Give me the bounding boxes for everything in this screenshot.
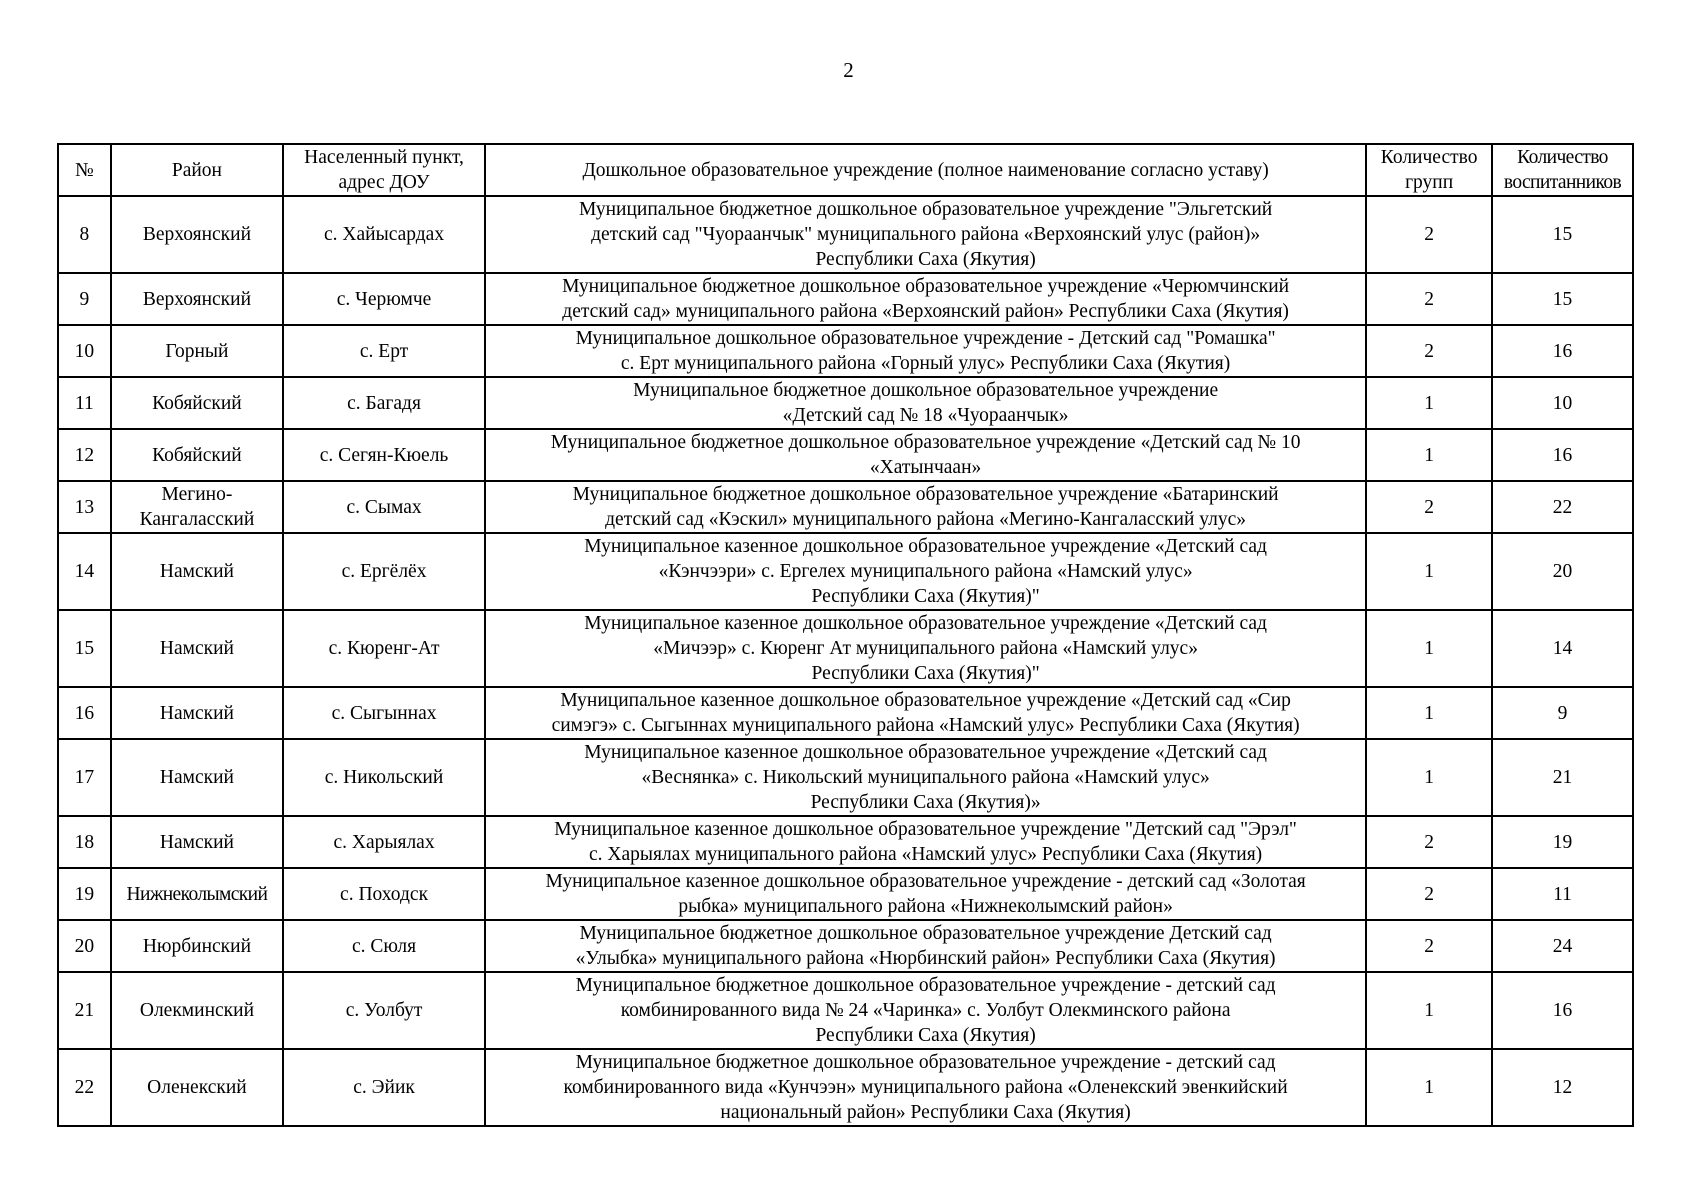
cell-district: Намский — [111, 816, 283, 868]
cell-district: Горный — [111, 325, 283, 377]
cell-place: с. Сыгыннах — [283, 687, 485, 739]
cell-groups: 2 — [1366, 920, 1492, 972]
cell-pupils: 9 — [1492, 687, 1633, 739]
table-row — [58, 273, 1633, 325]
cell-place: с. Сымах — [283, 481, 485, 533]
cell-pupils: 16 — [1492, 429, 1633, 481]
cell-number: 14 — [58, 533, 111, 610]
cell-institution: Муниципальное бюджетное дошкольное образовательное учреждение - детский сад комбинированного вида № 24 «Чаринка» с. Уолбут Олекминского района Республики Саха (Якутия) — [485, 972, 1366, 1049]
header-number: № — [58, 144, 111, 196]
cell-district: Намский — [111, 533, 283, 610]
cell-groups: 2 — [1366, 816, 1492, 868]
cell-institution: Муниципальное бюджетное дошкольное образовательное учреждение «Батаринский детский сад «Кэскил» муниципального района «Мегино-Кангаласский улус» — [485, 481, 1366, 533]
header-groups: Количество групп — [1366, 144, 1492, 196]
table-row — [58, 739, 1633, 816]
cell-groups: 1 — [1366, 687, 1492, 739]
cell-number: 17 — [58, 739, 111, 816]
cell-groups: 1 — [1366, 1049, 1492, 1126]
cell-number: 11 — [58, 377, 111, 429]
cell-groups: 1 — [1366, 972, 1492, 1049]
header-district: Район — [111, 144, 283, 196]
table-row — [58, 325, 1633, 377]
cell-place: с. Хайысардах — [283, 196, 485, 273]
kindergarten-table — [57, 143, 1634, 1127]
cell-groups: 1 — [1366, 429, 1492, 481]
cell-institution: Муниципальное дошкольное образовательное учреждение - Детский сад "Ромашка" с. Ерт муниципального района «Горный улус» Республики Саха (Якутия) — [485, 325, 1366, 377]
cell-place: с. Харыялах — [283, 816, 485, 868]
cell-institution: Муниципальное бюджетное дошкольное образовательное учреждение «Черюмчинский детский сад» муниципального района «Верхоянский район» Республики Саха (Якутия) — [485, 273, 1366, 325]
cell-number: 19 — [58, 868, 111, 920]
cell-institution: Муниципальное казенное дошкольное образовательное учреждение «Детский сад «Сир симэгэ» с. Сыгыннах муниципального района «Намский улус» Республики Саха (Якутия) — [485, 687, 1366, 739]
cell-number: 9 — [58, 273, 111, 325]
cell-pupils: 12 — [1492, 1049, 1633, 1126]
cell-district: Верхоянский — [111, 196, 283, 273]
cell-district: Намский — [111, 739, 283, 816]
cell-place: с. Ерт — [283, 325, 485, 377]
cell-groups: 2 — [1366, 325, 1492, 377]
cell-district: Верхоянский — [111, 273, 283, 325]
table-row — [58, 972, 1633, 1049]
cell-number: 20 — [58, 920, 111, 972]
cell-pupils: 24 — [1492, 920, 1633, 972]
cell-pupils: 20 — [1492, 533, 1633, 610]
cell-number: 15 — [58, 610, 111, 687]
cell-district: Оленекский — [111, 1049, 283, 1126]
cell-number: 22 — [58, 1049, 111, 1126]
cell-district: Нюрбинский — [111, 920, 283, 972]
cell-institution: Муниципальное казенное дошкольное образовательное учреждение "Детский сад "Эрэл" с. Харыялах муниципального района «Намский улус» Республики Саха (Якутия) — [485, 816, 1366, 868]
table-row — [58, 1049, 1633, 1126]
cell-groups: 2 — [1366, 196, 1492, 273]
cell-number: 13 — [58, 481, 111, 533]
cell-pupils: 21 — [1492, 739, 1633, 816]
cell-pupils: 15 — [1492, 196, 1633, 273]
cell-pupils: 15 — [1492, 273, 1633, 325]
cell-pupils: 22 — [1492, 481, 1633, 533]
cell-district: Нижнеколымский — [111, 868, 283, 920]
cell-pupils: 10 — [1492, 377, 1633, 429]
cell-pupils: 16 — [1492, 972, 1633, 1049]
cell-pupils: 11 — [1492, 868, 1633, 920]
cell-number: 16 — [58, 687, 111, 739]
cell-place: с. Черюмче — [283, 273, 485, 325]
cell-district: Намский — [111, 687, 283, 739]
cell-place: с. Сегян-Кюель — [283, 429, 485, 481]
cell-institution: Муниципальное казенное дошкольное образовательное учреждение «Детский сад «Мичээр» с. Кюренг Ат муниципального района «Намский улус» Республики Саха (Якутия)" — [485, 610, 1366, 687]
cell-groups: 1 — [1366, 739, 1492, 816]
cell-institution: Муниципальное бюджетное дошкольное образовательное учреждение "Эльгетский детский сад "Чуораанчык" муниципального района «Верхоянский улус (район)» Республики Саха (Якутия) — [485, 196, 1366, 273]
cell-district: Мегино- Кангаласский — [111, 481, 283, 533]
table-header-row — [58, 144, 1633, 196]
header-pupils: Количество воспитанников — [1492, 144, 1633, 196]
header-place: Населенный пункт, адрес ДОУ — [283, 144, 485, 196]
cell-number: 8 — [58, 196, 111, 273]
cell-groups: 1 — [1366, 377, 1492, 429]
cell-district: Намский — [111, 610, 283, 687]
cell-pupils: 19 — [1492, 816, 1633, 868]
cell-place: с. Никольский — [283, 739, 485, 816]
cell-number: 10 — [58, 325, 111, 377]
cell-district: Кобяйский — [111, 429, 283, 481]
cell-institution: Муниципальное бюджетное дошкольное образовательное учреждение - детский сад комбинированного вида «Кунчээн» муниципального района «Оленекский эвенкийский национальный район» Республики Саха (Якутия) — [485, 1049, 1366, 1126]
cell-groups: 2 — [1366, 868, 1492, 920]
cell-institution: Муниципальное казенное дошкольное образовательное учреждение «Детский сад «Веснянка» с. Никольский муниципального района «Намский улус» Республики Саха (Якутия)» — [485, 739, 1366, 816]
cell-groups: 2 — [1366, 273, 1492, 325]
cell-number: 12 — [58, 429, 111, 481]
cell-number: 21 — [58, 972, 111, 1049]
table-row — [58, 377, 1633, 429]
table-row — [58, 429, 1633, 481]
cell-place: с. Эйик — [283, 1049, 485, 1126]
cell-institution: Муниципальное казенное дошкольное образовательное учреждение - детский сад «Золотая рыбка» муниципального района «Нижнеколымский район» — [485, 868, 1366, 920]
cell-place: с. Ергёлёх — [283, 533, 485, 610]
table-row — [58, 610, 1633, 687]
cell-district: Олекминский — [111, 972, 283, 1049]
table-row — [58, 481, 1633, 533]
cell-place: с. Сюля — [283, 920, 485, 972]
cell-groups: 2 — [1366, 481, 1492, 533]
table-row — [58, 816, 1633, 868]
cell-groups: 1 — [1366, 610, 1492, 687]
cell-pupils: 14 — [1492, 610, 1633, 687]
cell-place: с. Походск — [283, 868, 485, 920]
cell-place: с. Багадя — [283, 377, 485, 429]
cell-district: Кобяйский — [111, 377, 283, 429]
cell-place: с. Уолбут — [283, 972, 485, 1049]
cell-number: 18 — [58, 816, 111, 868]
table-row — [58, 196, 1633, 273]
cell-institution: Муниципальное бюджетное дошкольное образовательное учреждение Детский сад «Улыбка» муниципального района «Нюрбинский район» Республики Саха (Якутия) — [485, 920, 1366, 972]
cell-institution: Муниципальное бюджетное дошкольное образовательное учреждение «Детский сад № 10 «Хатынчаан» — [485, 429, 1366, 481]
header-institution: Дошкольное образовательное учреждение (полное наименование согласно уставу) — [485, 144, 1366, 196]
cell-place: с. Кюренг-Ат — [283, 610, 485, 687]
cell-institution: Муниципальное казенное дошкольное образовательное учреждение «Детский сад «Кэнчээри» с. Ергелех муниципального района «Намский улус» Республики Саха (Якутия)" — [485, 533, 1366, 610]
cell-institution: Муниципальное бюджетное дошкольное образовательное учреждение «Детский сад № 18 «Чуораанчык» — [485, 377, 1366, 429]
table-row — [58, 687, 1633, 739]
page-number: 2 — [843, 58, 854, 82]
table-row — [58, 920, 1633, 972]
cell-groups: 1 — [1366, 533, 1492, 610]
table-row — [58, 533, 1633, 610]
cell-pupils: 16 — [1492, 325, 1633, 377]
table-row — [58, 868, 1633, 920]
